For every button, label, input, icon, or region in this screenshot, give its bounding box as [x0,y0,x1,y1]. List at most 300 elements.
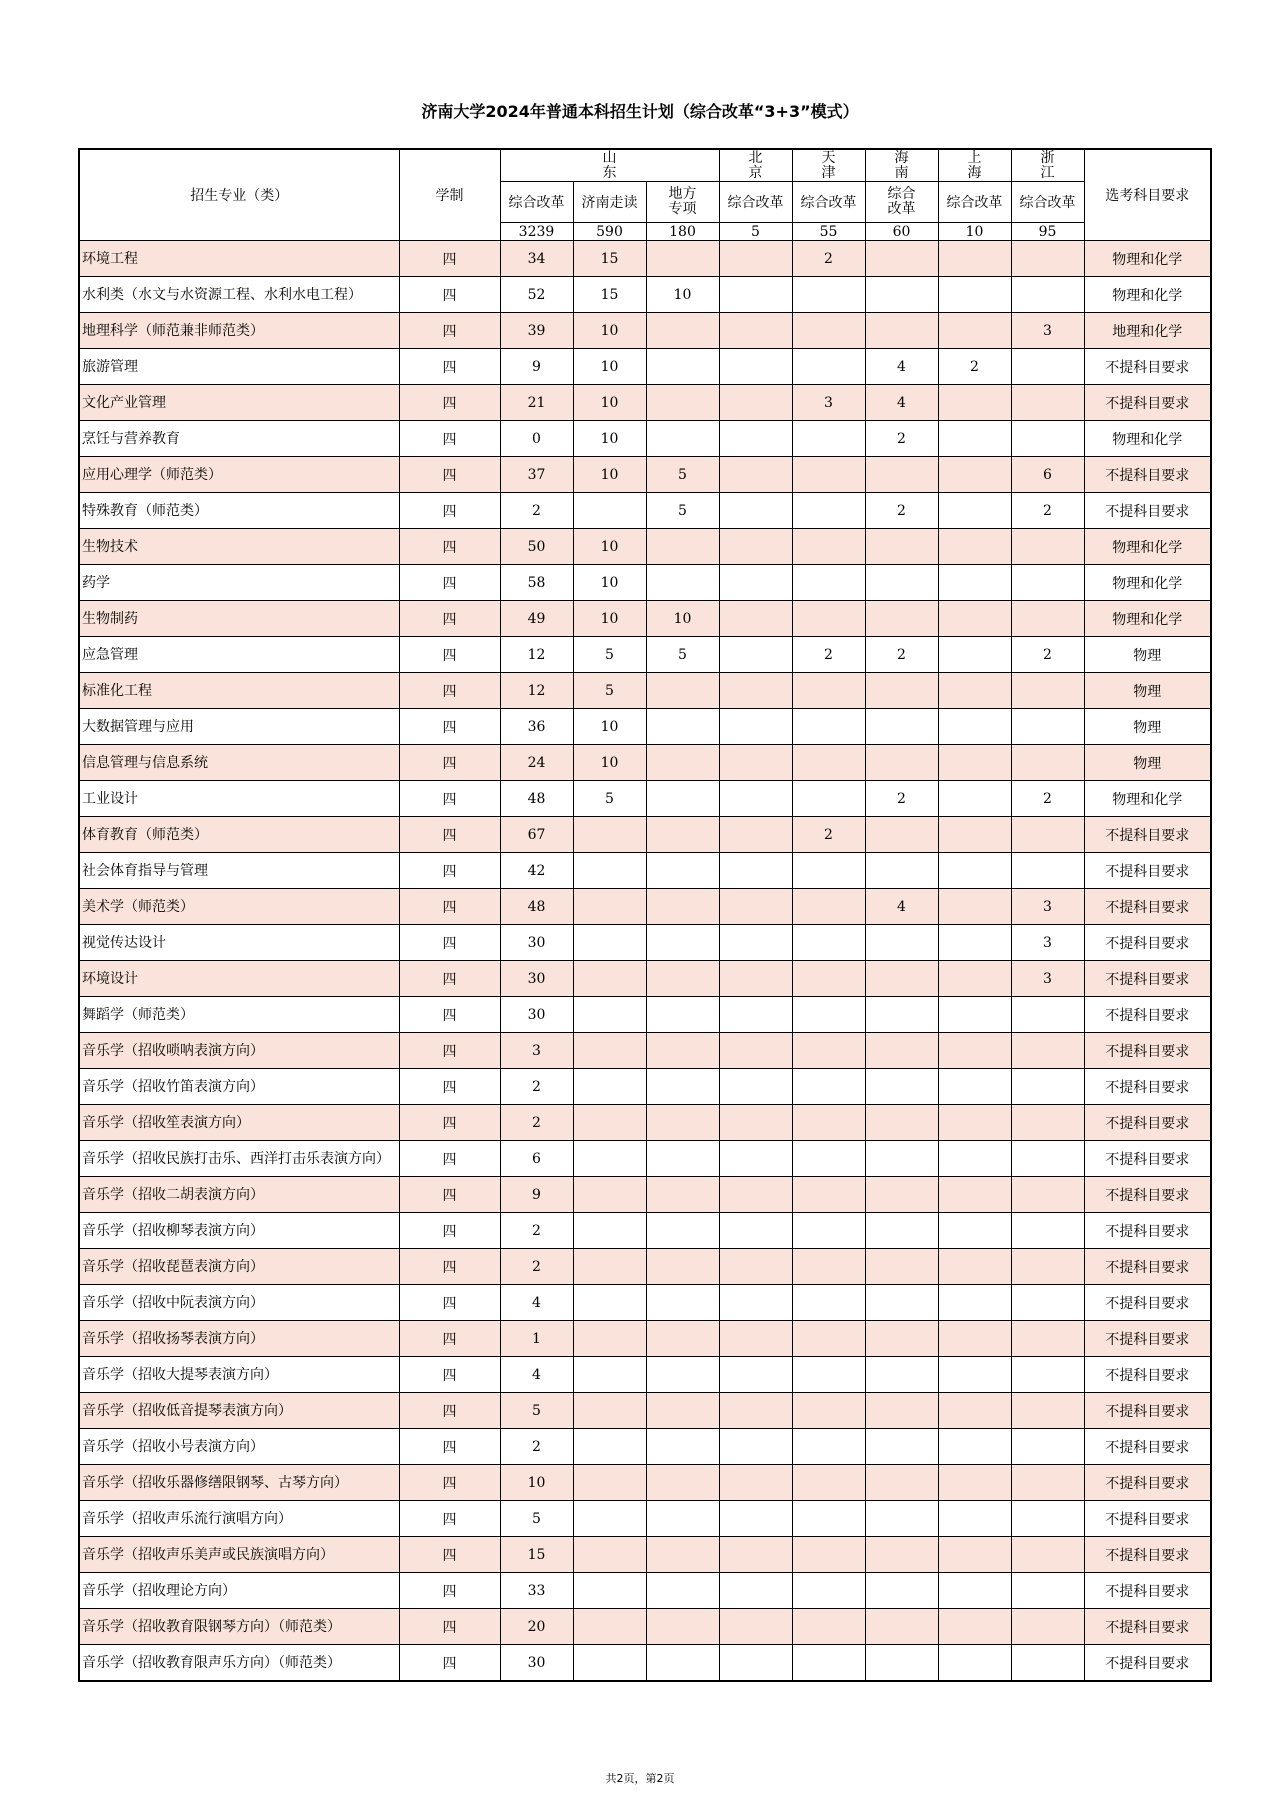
bj-count [719,745,792,781]
bj-count [719,421,792,457]
zj-count [1011,853,1084,889]
sh-count [938,889,1011,925]
major-name: 烹饪与营养教育 [79,421,399,457]
table-row [79,1393,1211,1429]
hn-count [865,277,938,313]
hn-count [865,997,938,1033]
sh-count [938,1393,1011,1429]
hn-count: 2 [865,637,938,673]
duration: 四 [399,1069,500,1105]
table-row [79,421,1211,457]
major-name: 视觉传达设计 [79,925,399,961]
sd-jinan-count: 10 [573,565,646,601]
sd-jinan-count [573,817,646,853]
bj-count [719,457,792,493]
hn-count [865,1213,938,1249]
bj-count [719,313,792,349]
duration: 四 [399,565,500,601]
major-name: 音乐学（招收笙表演方向） [79,1105,399,1141]
sd-comprehensive-count: 1 [500,1321,573,1357]
major-name: 环境设计 [79,961,399,997]
hn-count [865,1357,938,1393]
zj-count: 3 [1011,889,1084,925]
subject-requirement: 不提科目要求 [1084,1033,1211,1069]
tj-count [792,925,865,961]
duration: 四 [399,889,500,925]
table-row [79,889,1211,925]
subject-requirement: 物理和化学 [1084,421,1211,457]
duration: 四 [399,313,500,349]
zj-count [1011,1285,1084,1321]
tj-count [792,1141,865,1177]
table-row [79,1357,1211,1393]
tj-count [792,421,865,457]
zj-count [1011,1393,1084,1429]
zj-count [1011,565,1084,601]
tj-count [792,1285,865,1321]
zj-count [1011,241,1084,277]
sd-local-count [646,925,719,961]
sh-count [938,1573,1011,1609]
major-name: 大数据管理与应用 [79,709,399,745]
tj-count [792,313,865,349]
sh-count [938,1069,1011,1105]
hn-count: 4 [865,385,938,421]
subject-requirement: 不提科目要求 [1084,961,1211,997]
tj-count [792,673,865,709]
bj-count [719,1465,792,1501]
bj-count [719,493,792,529]
hn-count [865,565,938,601]
hn-count [865,1429,938,1465]
table-row [79,313,1211,349]
major-name: 信息管理与信息系统 [79,745,399,781]
sd-local-count [646,565,719,601]
sh-count [938,241,1011,277]
tj-count [792,601,865,637]
tj-count [792,1213,865,1249]
table-row [79,1141,1211,1177]
sd-local-count [646,709,719,745]
header-beijing: 北 京 [719,149,792,182]
sd-local-count [646,1501,719,1537]
duration: 四 [399,529,500,565]
zj-count [1011,1141,1084,1177]
sh-count [938,1465,1011,1501]
table-row [79,1321,1211,1357]
sd-comprehensive-count: 2 [500,1249,573,1285]
header-bj-comprehensive: 综合改革 [719,182,792,223]
subject-requirement: 不提科目要求 [1084,1501,1211,1537]
sd-comprehensive-count: 5 [500,1501,573,1537]
sd-local-count: 10 [646,277,719,313]
bj-count [719,601,792,637]
major-name: 音乐学（招收低音提琴表演方向） [79,1393,399,1429]
table-row [79,637,1211,673]
sd-comprehensive-count: 2 [500,1069,573,1105]
bj-count [719,673,792,709]
zj-count [1011,1645,1084,1682]
sd-jinan-count: 5 [573,673,646,709]
duration: 四 [399,853,500,889]
zj-count [1011,1429,1084,1465]
zj-count [1011,1177,1084,1213]
sh-count [938,673,1011,709]
sd-comprehensive-count: 2 [500,1429,573,1465]
tj-count [792,1609,865,1645]
header-hainan: 海 南 [865,149,938,182]
major-name: 音乐学（招收小号表演方向） [79,1429,399,1465]
table-row [79,781,1211,817]
zj-count [1011,1357,1084,1393]
major-name: 标准化工程 [79,673,399,709]
tj-count [792,1357,865,1393]
sd-jinan-count: 10 [573,529,646,565]
table-row [79,709,1211,745]
zj-count: 2 [1011,637,1084,673]
major-name: 生物制药 [79,601,399,637]
sd-local-count [646,1645,719,1682]
header-sh-comprehensive: 综合改革 [938,182,1011,223]
tj-count [792,961,865,997]
sd-comprehensive-count: 12 [500,637,573,673]
sd-local-count [646,745,719,781]
header-zhejiang: 浙 江 [1011,149,1084,182]
zj-count: 3 [1011,313,1084,349]
duration: 四 [399,1501,500,1537]
sd-local-count [646,1393,719,1429]
major-name: 生物技术 [79,529,399,565]
duration: 四 [399,1141,500,1177]
major-name: 药学 [79,565,399,601]
zj-count [1011,709,1084,745]
sh-count [938,853,1011,889]
table-row [79,673,1211,709]
subject-requirement: 物理 [1084,709,1211,745]
tj-count [792,1429,865,1465]
subject-requirement: 不提科目要求 [1084,385,1211,421]
tj-count [792,1249,865,1285]
sh-count [938,529,1011,565]
hn-count [865,457,938,493]
tj-count [792,277,865,313]
sd-comprehensive-count: 9 [500,349,573,385]
hn-count [865,673,938,709]
sd-comprehensive-count: 67 [500,817,573,853]
sh-count [938,1033,1011,1069]
sd-jinan-count [573,1249,646,1285]
table-row [79,1645,1211,1682]
tj-count [792,853,865,889]
sd-jinan-count [573,1069,646,1105]
sd-local-count [646,349,719,385]
sd-jinan-count: 5 [573,637,646,673]
major-name: 体育教育（师范类） [79,817,399,853]
sd-comprehensive-count: 6 [500,1141,573,1177]
subject-requirement: 不提科目要求 [1084,1105,1211,1141]
sd-jinan-count: 10 [573,421,646,457]
sd-local-count [646,889,719,925]
hn-count [865,925,938,961]
tj-count [792,457,865,493]
sd-jinan-count [573,1501,646,1537]
sd-comprehensive-count: 42 [500,853,573,889]
header-hn-comprehensive: 综合 改革 [865,182,938,223]
zj-count [1011,1501,1084,1537]
tj-count: 2 [792,817,865,853]
table-row [79,1537,1211,1573]
table-row [79,1069,1211,1105]
duration: 四 [399,925,500,961]
subject-requirement: 不提科目要求 [1084,1645,1211,1682]
bj-count [719,241,792,277]
table-row [79,1105,1211,1141]
sd-jinan-count: 15 [573,277,646,313]
table-row [79,241,1211,277]
subject-requirement: 物理和化学 [1084,601,1211,637]
subject-requirement: 不提科目要求 [1084,1213,1211,1249]
sh-count [938,781,1011,817]
header-sd-local: 地方 专项 [646,182,719,223]
sd-jinan-count [573,1213,646,1249]
major-name: 音乐学（招收中阮表演方向） [79,1285,399,1321]
sd-comprehensive-count: 21 [500,385,573,421]
duration: 四 [399,349,500,385]
table-row [79,349,1211,385]
duration: 四 [399,1249,500,1285]
tj-count: 3 [792,385,865,421]
sd-local-count: 5 [646,457,719,493]
sd-local-count [646,1429,719,1465]
hn-count: 4 [865,889,938,925]
sh-count [938,601,1011,637]
table-row [79,1285,1211,1321]
sd-comprehensive-count: 48 [500,889,573,925]
hn-count [865,1609,938,1645]
subject-requirement: 不提科目要求 [1084,997,1211,1033]
hn-count [865,241,938,277]
subject-requirement: 不提科目要求 [1084,1249,1211,1285]
subject-requirement: 不提科目要求 [1084,1357,1211,1393]
header-sd-jinan: 济南走读 [573,182,646,223]
major-name: 音乐学（招收声乐流行演唱方向） [79,1501,399,1537]
bj-count [719,853,792,889]
table-row [79,997,1211,1033]
major-name: 音乐学（招收理论方向） [79,1573,399,1609]
sh-count [938,817,1011,853]
duration: 四 [399,277,500,313]
zj-count [1011,385,1084,421]
hn-count [865,1501,938,1537]
sd-local-count [646,961,719,997]
major-name: 应用心理学（师范类） [79,457,399,493]
table-row [79,745,1211,781]
header-major: 招生专业（类） [79,149,399,241]
hn-count [865,1645,938,1682]
sh-count [938,277,1011,313]
sd-local-count [646,1285,719,1321]
bj-count [719,385,792,421]
table-row [79,817,1211,853]
duration: 四 [399,1465,500,1501]
bj-count [719,1069,792,1105]
sh-count [938,925,1011,961]
hn-count [865,1069,938,1105]
hn-count [865,817,938,853]
duration: 四 [399,1213,500,1249]
sh-count [938,1645,1011,1682]
major-name: 工业设计 [79,781,399,817]
sd-jinan-count [573,853,646,889]
table-row [79,1573,1211,1609]
hn-count: 2 [865,493,938,529]
hn-count: 2 [865,421,938,457]
table-row [79,1609,1211,1645]
header-shanghai: 上 海 [938,149,1011,182]
bj-count [719,1393,792,1429]
sd-jinan-count [573,1465,646,1501]
bj-count [719,1645,792,1682]
major-name: 音乐学（招收声乐美声或民族演唱方向） [79,1537,399,1573]
duration: 四 [399,997,500,1033]
subject-requirement: 不提科目要求 [1084,1465,1211,1501]
sd-comprehensive-count: 2 [500,1105,573,1141]
zj-count: 2 [1011,493,1084,529]
sd-local-count [646,1249,719,1285]
subject-requirement: 地理和化学 [1084,313,1211,349]
hn-count [865,1393,938,1429]
duration: 四 [399,1573,500,1609]
sh-count [938,1357,1011,1393]
subject-requirement: 不提科目要求 [1084,853,1211,889]
tj-count [792,1645,865,1682]
sd-comprehensive-count: 4 [500,1357,573,1393]
sd-local-count [646,1573,719,1609]
hn-count [865,709,938,745]
sd-jinan-count [573,889,646,925]
sd-jinan-count [573,961,646,997]
bj-count [719,565,792,601]
tj-count [792,1465,865,1501]
zj-count: 6 [1011,457,1084,493]
sh-count [938,961,1011,997]
major-name: 特殊教育（师范类） [79,493,399,529]
subject-requirement: 物理和化学 [1084,565,1211,601]
sd-jinan-count [573,925,646,961]
major-name: 音乐学（招收民族打击乐、西洋打击乐表演方向） [79,1141,399,1177]
subject-requirement: 物理 [1084,745,1211,781]
header-sd-comprehensive: 综合改革 [500,182,573,223]
sd-jinan-count: 10 [573,601,646,637]
sh-count [938,565,1011,601]
bj-count [719,1429,792,1465]
sd-jinan-count [573,1609,646,1645]
sh-count [938,1501,1011,1537]
total-sd-comprehensive: 3239 [500,223,573,241]
hn-count [865,1105,938,1141]
major-name: 音乐学（招收乐器修缮限钢琴、古琴方向） [79,1465,399,1501]
bj-count [719,1249,792,1285]
subject-requirement: 物理 [1084,673,1211,709]
bj-count [719,1321,792,1357]
major-name: 地理科学（师范兼非师范类） [79,313,399,349]
table-row [79,1177,1211,1213]
sd-local-count [646,385,719,421]
sd-jinan-count [573,1537,646,1573]
sd-local-count [646,1213,719,1249]
hn-count [865,1573,938,1609]
sh-count [938,493,1011,529]
tj-count [792,565,865,601]
subject-requirement: 不提科目要求 [1084,817,1211,853]
bj-count [719,1177,792,1213]
bj-count [719,1501,792,1537]
sh-count [938,1105,1011,1141]
subject-requirement: 不提科目要求 [1084,1177,1211,1213]
sd-comprehensive-count: 0 [500,421,573,457]
header-zj-comprehensive: 综合改革 [1011,182,1084,223]
tj-count [792,1501,865,1537]
major-name: 环境工程 [79,241,399,277]
table-row [79,1249,1211,1285]
sd-jinan-count [573,1141,646,1177]
subject-requirement: 不提科目要求 [1084,1573,1211,1609]
sd-comprehensive-count: 30 [500,1645,573,1682]
subject-requirement: 不提科目要求 [1084,1069,1211,1105]
sd-comprehensive-count: 58 [500,565,573,601]
duration: 四 [399,673,500,709]
table-row [79,853,1211,889]
duration: 四 [399,1285,500,1321]
hn-count [865,961,938,997]
sd-jinan-count [573,1177,646,1213]
duration: 四 [399,493,500,529]
sd-comprehensive-count: 30 [500,925,573,961]
sd-jinan-count [573,1573,646,1609]
hn-count [865,601,938,637]
sd-jinan-count: 15 [573,241,646,277]
duration: 四 [399,1429,500,1465]
sd-jinan-count: 10 [573,745,646,781]
sd-comprehensive-count: 3 [500,1033,573,1069]
duration: 四 [399,961,500,997]
subject-requirement: 不提科目要求 [1084,889,1211,925]
sd-jinan-count: 10 [573,709,646,745]
hn-count [865,1033,938,1069]
sd-local-count [646,817,719,853]
tj-count: 2 [792,241,865,277]
enrollment-plan-table [78,148,1212,1682]
sd-local-count [646,313,719,349]
total-zj: 95 [1011,223,1084,241]
sd-jinan-count [573,1645,646,1682]
table-row [79,961,1211,997]
tj-count [792,781,865,817]
tj-count [792,1177,865,1213]
sd-comprehensive-count: 12 [500,673,573,709]
sd-comprehensive-count: 33 [500,1573,573,1609]
sd-jinan-count: 5 [573,781,646,817]
bj-count [719,1105,792,1141]
duration: 四 [399,637,500,673]
sh-count [938,421,1011,457]
zj-count [1011,1105,1084,1141]
duration: 四 [399,817,500,853]
bj-count [719,1213,792,1249]
total-sh: 10 [938,223,1011,241]
tj-count [792,889,865,925]
sd-jinan-count [573,493,646,529]
